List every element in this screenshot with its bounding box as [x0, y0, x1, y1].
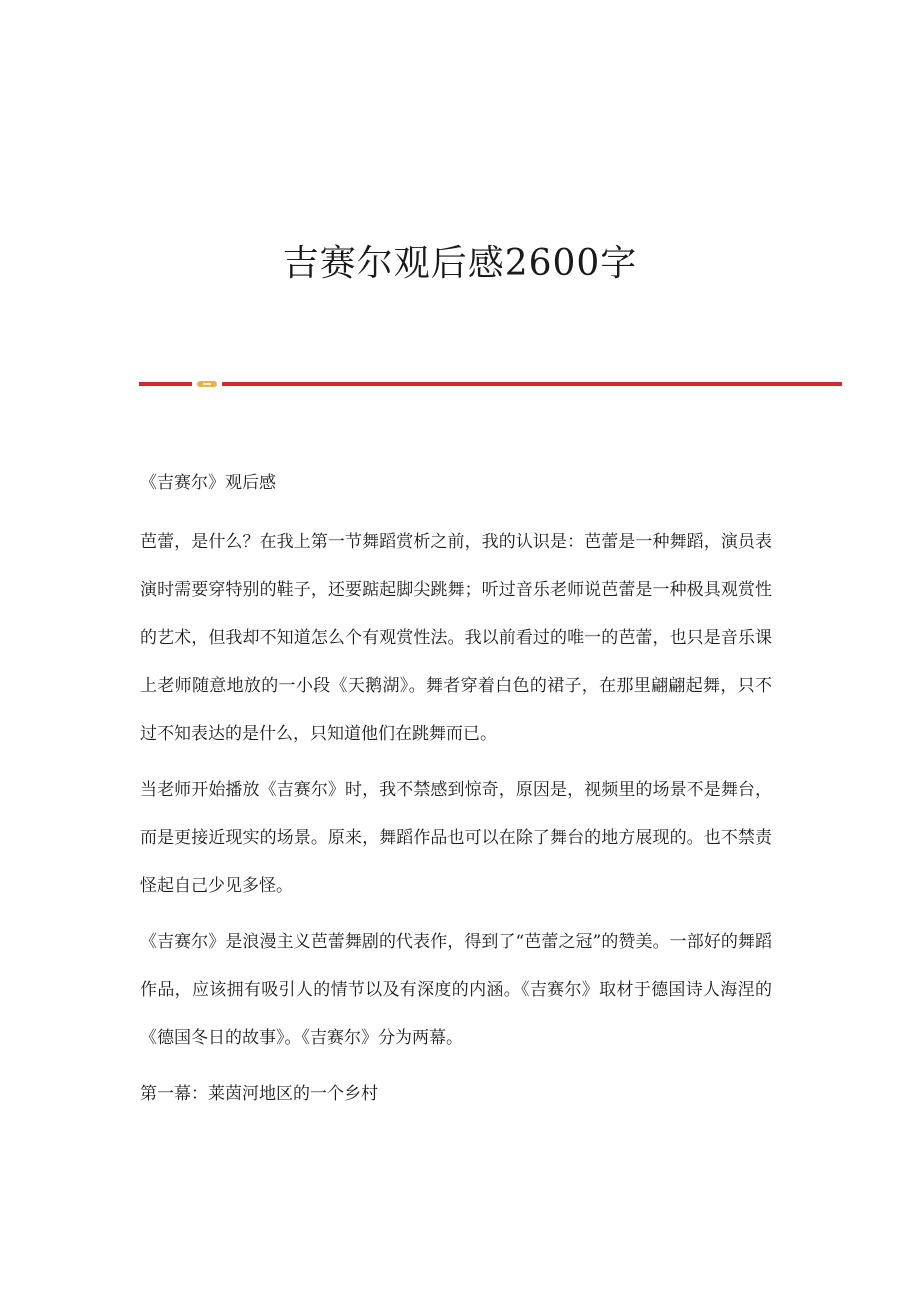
body-paragraph: 《吉赛尔》是浪漫主义芭蕾舞剧的代表作，得到了“芭蕾之冠”的赞美。一部好的舞蹈作品，应该拥有吸引人的情节以及有深度的内涵。《吉赛尔》取材于德国诗人海涅的《德国冬日的故事》。《吉赛尔》分为两幕。 — [140, 932, 772, 1048]
body-paragraph: 第一幕：莱茵河地区的一个乡村 — [140, 1084, 378, 1104]
section-heading: 《吉赛尔》观后感 — [140, 473, 276, 493]
document-body — [140, 464, 772, 1126]
divider-ornament-icon — [197, 381, 217, 387]
divider-right-segment — [222, 382, 842, 386]
body-paragraph: 当老师开始播放《吉赛尔》时，我不禁感到惊奇，原因是，视频里的场景不是舞台，而是更接近现实的场景。原来，舞蹈作品也可以在除了舞台的地方展现的。也不禁责怪起自己少见多怪。 — [140, 780, 772, 896]
title-divider — [139, 380, 842, 388]
divider-left-segment — [139, 382, 192, 386]
body-paragraph: 芭蕾，是什么？在我上第一节舞蹈赏析之前，我的认识是：芭蕾是一种舞蹈，演员表演时需要穿特别的鞋子，还要踮起脚尖跳舞；听过音乐老师说芭蕾是一种极具观赏性的艺术，但我却不知道怎么个有观赏性法。我以前看过的唯一的芭蕾，也只是音乐课上老师随意地放的一小段《天鹅湖》。舞者穿着白色的裙子，在那里翩翩起舞，只不过不知表达的是什么，只知道他们在跳舞而已。 — [140, 532, 772, 744]
document-title: 吉赛尔观后感2600字 — [282, 243, 638, 285]
